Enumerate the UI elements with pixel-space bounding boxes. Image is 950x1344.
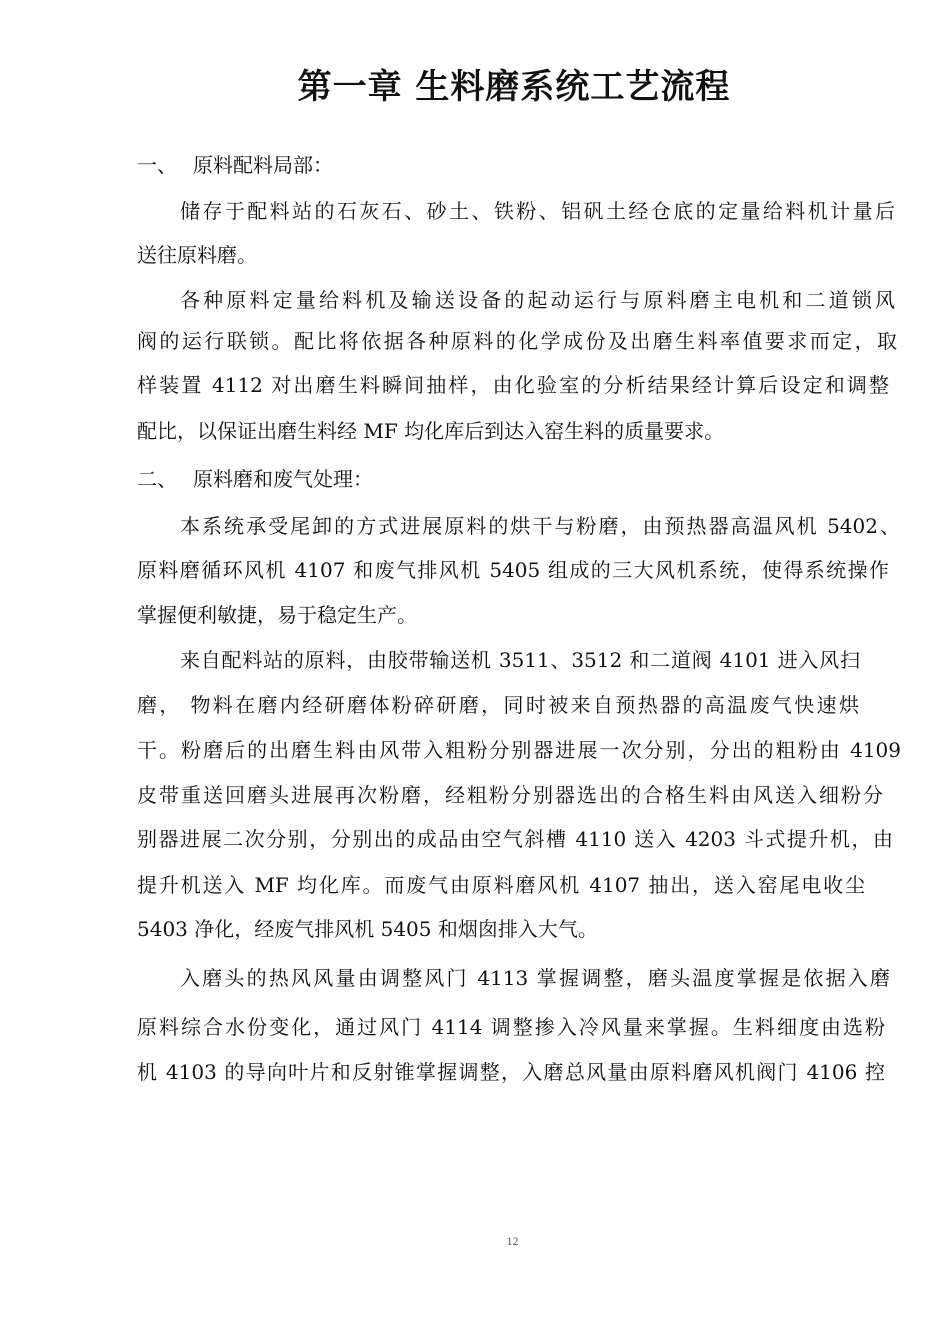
paragraph-line: 5403 净化，经废气排风机 5405 和烟囱排入大气。 (137, 917, 598, 941)
paragraph-line: 送往原料磨。 (137, 243, 257, 267)
paragraph-line: 原料综合水份变化，通过风门 4114 调整掺入冷风量来掌握。生料细度由选粉 (137, 1015, 885, 1039)
section-heading-1 (137, 150, 907, 180)
paragraph-line: 配比，以保证出磨生料经 MF 均化库后到达入窑生料的质量要求。 (137, 419, 725, 443)
paragraph-line: 机 4103 的导向叶片和反射锥掌握调整，入磨总风量由原料磨风机阀门 4106 控 (137, 1060, 885, 1084)
page-number: 12 (506, 1234, 519, 1248)
paragraph-line: 掌握便利敏捷，易于稳定生产。 (137, 603, 417, 627)
paragraph-line: 提升机送入 MF 均化库。而废气由原料磨风机 4107 抽出，送入窑尾电收尘 (137, 873, 865, 897)
section-heading-text: 原料磨和废气处理： (193, 467, 373, 491)
paragraph-line: 皮带重送回磨头进展再次粉磨，经粗粉分别器选出的合格生料由风送入细粉分 (137, 783, 883, 807)
paragraph-line: 别器进展二次分别，分别出的成品由空气斜槽 4110 送入 4203 斗式提升机，由 (137, 827, 893, 851)
section-heading-2 (137, 464, 907, 494)
paragraph-line: 样装置 4112 对出磨生料瞬间抽样，由化验室的分析结果经计算后设定和调整 (137, 373, 889, 397)
paragraph-line: 磨， 物料在磨内经研磨体粉碎研磨，同时被来自预热器的高温废气快速烘 (137, 693, 859, 717)
chapter-title: 第一章 生料磨系统工艺流程 (297, 67, 731, 107)
paragraph-line: 入磨头的热风风量由调整风门 4113 掌握调整，磨头温度掌握是依据入磨 (180, 966, 890, 990)
section-number: 一、 (137, 153, 177, 177)
paragraph-line: 原料磨循环风机 4107 和废气排风机 5405 组成的三大风机系统，使得系统操作 (137, 558, 889, 582)
paragraph-line: 阀的运行联锁。配比将依据各种原料的化学成份及出磨生料率值要求而定，取 (137, 329, 897, 353)
paragraph-line: 本系统承受尾卸的方式进展原料的烘干与粉磨，由预热器高温风机 5402、 (180, 514, 900, 538)
section-heading-text: 原料配料局部： (193, 153, 333, 177)
section-number: 二、 (137, 467, 177, 491)
paragraph-line: 各种原料定量给料机及输送设备的起动运行与原料磨主电机和二道锁风 (180, 288, 895, 312)
paragraph-line: 来自配料站的原料，由胶带输送机 3511、3512 和二道阀 4101 进入风扫 (180, 648, 860, 672)
paragraph-line: 干。粉磨后的出磨生料由风带入粗粉分别器进展一次分别，分出的粗粉由 4109 (137, 738, 901, 762)
paragraph-line: 储存于配料站的石灰石、砂土、铁粉、铝矾土经仓底的定量给料机计量后 (180, 199, 895, 223)
